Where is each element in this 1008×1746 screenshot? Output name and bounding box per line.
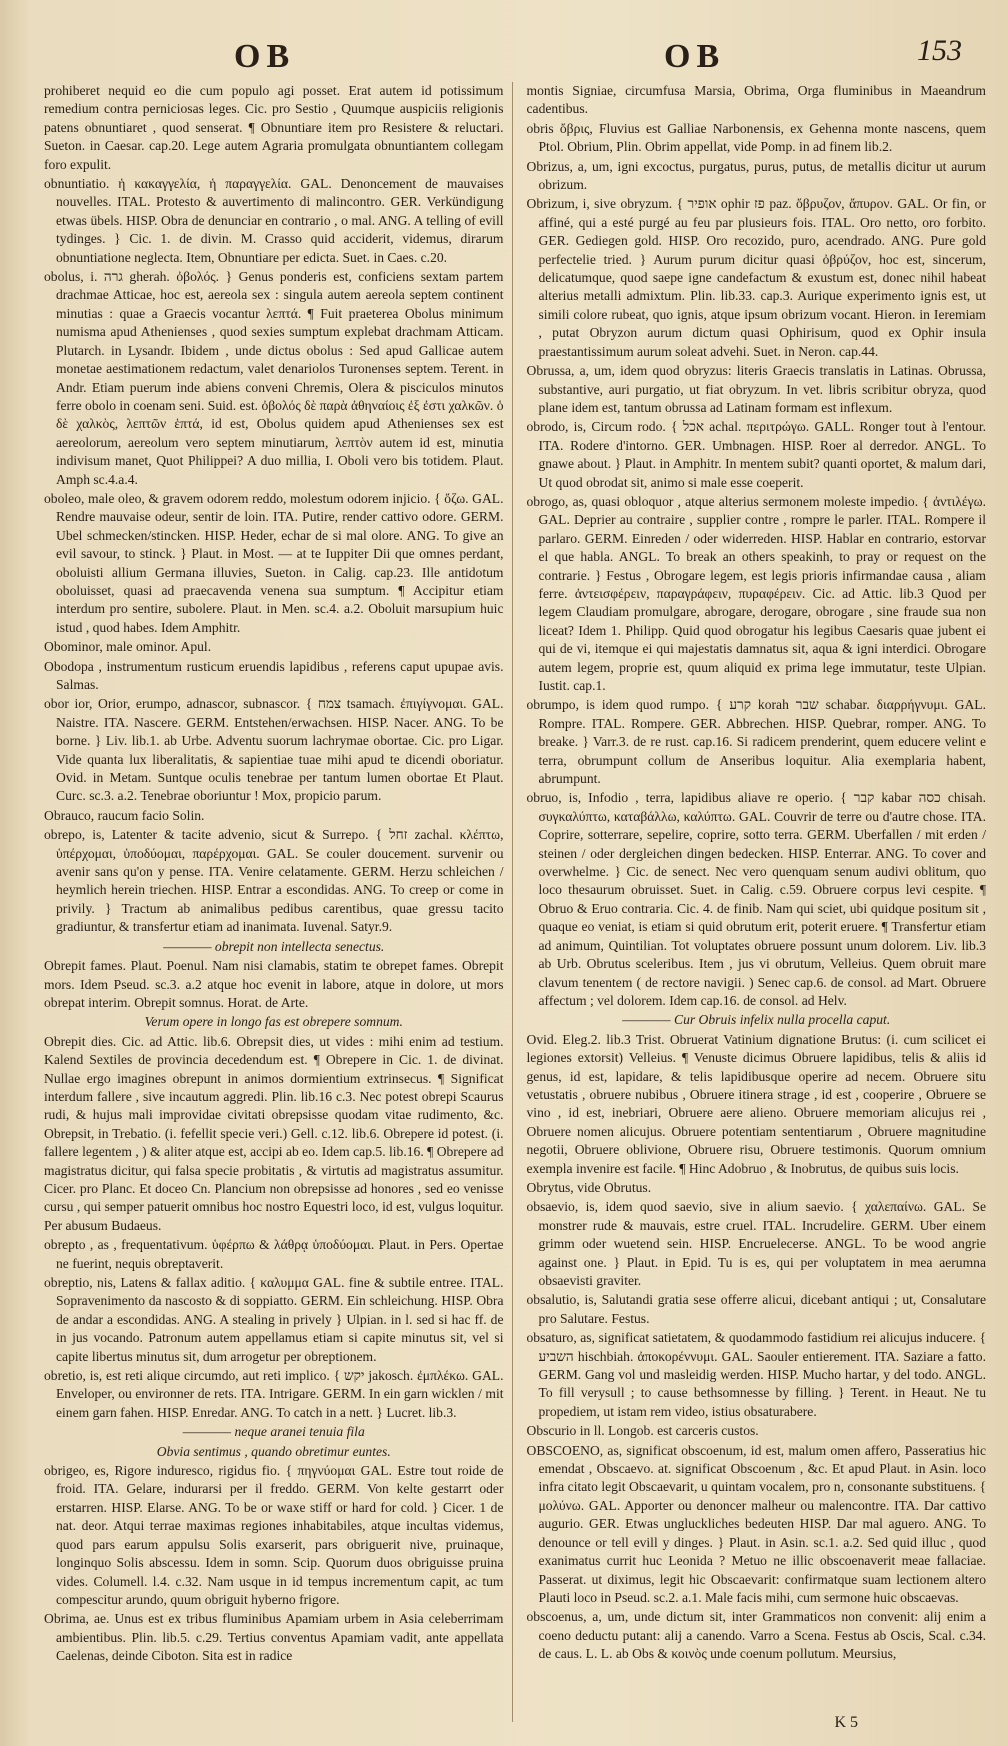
running-head-left: OB xyxy=(234,38,296,75)
dictionary-entry: obrodo, is, Circum rodo. { אכל achal. περιτρώγω. GALL. Ronger tout à l'entour. ITA. Rodere d'intorno. GER. Umbnagen. HISP. Roer al derredor. ANGL. To gnawe about. } Plaut. in Amphitr. In mentem subit? quanti oportet, & malum dari, Ut quod obrodat sit, animo si male esse coeperit. xyxy=(526,419,986,490)
dictionary-entry: oboleo, male oleo, & gravem odorem reddo, molestum odorem injicio. { ὄζω. GAL. Rendre mauvaise odeur, sentir de loin. ITA. Putire, render cattivo odore. GERM. Ubel schmecken/stincken. HISP. Heder, echar de si mal olore. ANG. To give an evil savour, to stinck. } Plaut. in Most. — at te Iuppiter Dii que omnes perdant, oboluisti allium Germana illuvies, Sueton. in Calig. cap.23. Ille antidotum oboluisset, quasi ad praecavenda venena sua sumptum. ¶ Accipitur etiam interdum pro sentire, subolere. Plaut. in Men. sc.4. a.2. Oboluit marsupium huic istud , quod habes. Idem Amphitr. xyxy=(44,490,504,635)
dictionary-entry: obris ὄβρις, Fluvius est Galliae Narbonensis, ex Gehenna monte nascens, quem Ptol. Obrium, Plin. Obrim appellat, vide Pomp. in ad finem lib.2. xyxy=(526,120,986,155)
dictionary-entry: obnuntiatio. ἡ κακαγγελία, ἡ παραγγελία. GAL. Denoncement de mauvaises nouvelles. ITAL. Protesto & auvertimento di malincontro. GER. Verkündigung etwas übels. HISP. Obra de denunciar en contrario , o mal. ANG. A telling of evill tydinges. } Cic. 1. de divin. M. Crasso quid acciderit, videmus, dirarum obnuntiatione neglecta. Item, Obnuntiare per edicta. Suet. in Caes. c.20. xyxy=(44,176,504,265)
verse-quote: ———— Cur Obruis infelix nulla procella caput. xyxy=(622,1012,891,1028)
dictionary-entry: Obrizus, a, um, igni excoctus, purgatus, purus, putus, de metallis dicitur ut aurum obrizum. xyxy=(526,158,986,193)
dictionary-entry: Ovid. Eleg.2. lib.3 Trist. Obruerat Vatinium dignatione Brutus: (i. cum scilicet ei legiones extorsit) Velleius. ¶ Venuste dicimus Obruere lapidibus, telis & aliis id genus, id est, lapidare, & telis lapidibusque operire ad necem. Obruere situ vetustatis , obruere nubibus , Obruere itinera strage , id est , cooperire , Obruere se vino , id est, inebriari, Obruere aere alieno. Obruere memoriam alicujus rei , Obruere nomen alicujus. Obruere potentiam sententiarum , Obruere magnitudine negotii, Obruere oblivione, Obruere risu, Obruere testimonis. Quorum omnium exempla invenire est facile. ¶ Hinc Adobruo , & Inobrutus, de quibus suis locis. xyxy=(526,1031,986,1176)
dictionary-entry: Obrima, ae. Unus est ex tribus fluminibus Apamiam urbem in Asia celeberrimam ambientibus. Plin. lib.5. c.29. Tertius conventus Apamiam vadit, ante appellata Caelenas, deinde Ciboton. Sita est in radice xyxy=(44,1611,504,1664)
dictionary-entry: OBSCOENO, as, significat obscoenum, id est, malum omen affero, Passeratius hic emendat , Obscaevo. at. significat Obscoenum , &c. Et apud Plaut. in Asin. loco infra citato legit Obscaevarit, u quintam vocalem, pro n, consonante substituens. { μολύνω. GAL. Apporter ou denoncer malheur ou malencontre. ITA. Dar cattivo augurio. GER. Etwas ungluckliches bedeuten HISP. Dar mal aguero. ANG. To denounce or tell evill y dinges. } Plaut. in Asin. sc.1. a.2. Sed quid illuc , quod exanimatus currit huc Leonida ? Metuo ne illic obscoenaverit meae fallaciae. Passerat. ut diximus, legit hic Obscaevarit: confirmatque suam lectionem altero Plauti loco in Pseud. sc.2. a.1. Male facis mihi, cum sermone huic obscaevas. xyxy=(526,1442,986,1605)
left-column xyxy=(44,82,513,1722)
dictionary-entry: Obscurio in ll. Longob. est carceris custos. xyxy=(526,1423,759,1439)
dictionary-entry: obrigeo, es, Rigore induresco, rigidus fio. { πηγνύομαι GAL. Estre tout roide de froid. ITA. Gelare, indurarsi per il freddo. GERM. Von kelte gestarrt oder erstarren. HISP. Elarse. ANG. To be or waxe stiff or hard for cold. } Cicer. 1 de nat. deor. Atqui terrae maximas regiones inhabitabiles, atque incultas videmus, quod pars earum appulsu Solis exarserit, pars obriguerit nive, pruinaque, longinquo Solis abscessu. Idem in somn. Scip. Quorum duos obriguisse pruina vides. Columell. l.4. c.32. Nam usque in id tempus incrementum capit, ac tum compescitur arundo, quum obriguit hyberno frigore. xyxy=(44,1463,504,1607)
dictionary-entry: prohiberet nequid eo die cum populo agi posset. Erat autem id potissimum remedium contra perniciosas leges. Cic. pro Sestio , Quumque auspiciis religionis patens obnuntiaret , quod senserat. ¶ Obnuntiare item pro Resistere & reluctari. Sueton. in Caesar. cap.20. Lege autem Agraria promulgata obnuntiantem collegam foro expulit. xyxy=(44,83,504,172)
dictionary-entry: Obrytus, vide Obrutus. xyxy=(526,1179,652,1195)
verse-quote: ———— obrepit non intellecta senectus. xyxy=(163,938,385,954)
page-number: 153 xyxy=(917,34,962,67)
dictionary-entry: obrumpo, is idem quod rumpo. { קרע korah שבר schabar. διαρρήγνυμι. GAL. Rompre. ITAL. Rompere. GER. Abbrechen. HISP. Quebrar, romper. ANG. To breake. } Varr.3. de re rust. cap.16. Si radicem prenderint, quem educere velint e terra, obrumpunt collum de Anseribus loquitur. Alia exemplaria habent, abrumpunt. xyxy=(526,697,986,787)
dictionary-entry: Obodopa , instrumentum rusticum eruendis lapidibus , referens caput upupae avis. Salmas. xyxy=(44,658,504,692)
verse-quote: Obvia sentimus , quando obretimur euntes. xyxy=(156,1443,391,1459)
dictionary-entry: obscoenus, a, um, unde dictum sit, inter Grammaticos non convenit: alij enim a coeno deductu putant: alij a canendo. Varro a Scena. Festus ab Oscis, Scal. c.34. de caus. L. L. ab Obs & κοινὸς unde coenum pollutum. Meursius, xyxy=(526,1609,986,1662)
right-column xyxy=(523,82,987,1722)
dictionary-entry: obrogo, as, quasi obloquor , atque alterius sermonem moleste impedio. { ἀντιλέγω. GAL. Deprier au contraire , supplier contre , rompre le parler. ITAL. Rompere il parlaro. GERM. Einreden / oder widerreden. HISP. Hablar en contrario, estorvar el que habla. ANGL. To break an others speakinh, to pray or request on the contrarie. } Festus , Obrogare legem, est legis prioris infirmandae causa , aliam ferre. ἀντεισφέρειν, παραγράφειν, πυραφέρειν. Cic. ad Attic. lib.3 Quod per legem Claudiam promulgare, abrogare, derogare, obrogare , sine fraude sua non liceat? Idem 1. Philipp. Quid quod obrogatur his legibus Caesaris quae jubent ei qui de vi, itemque ei qui majestatis damnatus sit, aqua & igni interdici. Obrogare autem legem, proprie est, quum aliquid ex prima lege immutatur, teste Ulpian. Iustit. cap.1. xyxy=(526,493,986,693)
dictionary-entry: obsalutio, is, Salutandi gratia sese offerre alicui, dicebant antiqui ; ut, Consalutare pro Salutare. Festus. xyxy=(526,1292,986,1326)
dictionary-entry: Obrepit fames. Plaut. Poenul. Nam nisi clamabis, statim te obrepet fames. Obrepit mors. Idem Pseud. sc.3. a.2 atque hoc evenit in labore, atque in dolore, ut mors obrepat interim. Obrepit somnus. Horat. de Arte. xyxy=(44,958,504,1010)
dictionary-entry: Obrizum, i, sive obryzum. { אופיר ophir פז paz. ὄβρυζον, ἄπυρον. GAL. Or fin, or affiné, qui a esté purgé au feu par plusieurs fois. ITAL. Oro netto, oro forbito. GER. Gediegen gold. HISP. Oro recozido, puro, acendrado. ANG. Pure gold perfectelie tried. } Aurum purum dicitur quasi ὀβρύζον, hoc est, sincerum, delicatumque, quod saepe igne candefactum & exustum est, donec nihil habeat alterius metalli admixtum. Plin. lib.33. cap.3. Aurique experimento ignis est, ut simili colore rubeat, quo ignis, atque ipsum obrizum vocant. Hieron. in Ieremiam , putat Obryzon aurum dictum quasi Ophirisum, quod ex Ophir insula praestantissimum aurum soleat advehi. Suet. in Neron. cap.44. xyxy=(526,196,986,359)
dictionary-entry: obreptio, nis, Latens & fallax aditio. { καλυμμα GAL. fine & subtile entree. ITAL. Sopravenimento da nascosto & di soppiatto. GERM. Ein schleichung. HISP. Obra de andar a escondidas. ANG. A stealing in prively } Ulpian. in l. sed si hac ff. de in jus vocando. Patronum autem appellamus etiam si capite minutus sit, vel si capite libertus minutus sit, dum arrogetur per obreptionem. xyxy=(44,1275,504,1364)
running-head-right: OB xyxy=(664,38,726,75)
dictionary-entry: Obrussa, a, um, idem quod obryzus: literis Graecis translatis in Latinas. Obrussa, substantive, auri purgatio, ut fiat obryzum. In vet. libris scribitur obryza, quod plane idem est, tantum obrussa ad Latinam formam est inflexum. xyxy=(526,363,986,415)
dictionary-entry: Obrepit dies. Cic. ad Attic. lib.6. Obrepsit dies, ut vides : mihi enim ad testium. Kalend Sextiles de provincia decedendum est. ¶ Obrepere in Cic. 1. de divinat. Nullae ergo imagines obrepunt in animos dormientium extrinsecus. ¶ Significat interdum fallere , sive incautum aggredi. Plin. lib.16 c.3. Nec potest obrepi Scaurus rudi, & hujus mali improvidae civitati obrepsisse quodam vitae rudimento, &c. Obrepsit, in Trebatio. (i. fefellit specie veri.) Gell. c.12. lib.6. Obrepere id potest. (i. fallere legentem , ) & aliter atque est, accipi ab eo. Idem cap.5. lib.16. ¶ Obrepere ad magistratus dicitur, qui falsa specie probitatis , & virtutis ad magistratus assumitur. Cicer. pro Planc. Et doceo Cn. Plancium non obrepsisse ad honores , sed eo venisse cursu , qui semper patuerit omnibus hoc nostro Equestri loco, id est, vulgus loquitur. Per abusum Budaeus. xyxy=(44,1033,504,1233)
verse-quote: Verum opere in longo fas est obrepere somnum. xyxy=(144,1014,403,1030)
dictionary-entry: obsaturo, as, significat satietatem, & quodammodo fastidium rei alicujus inducere. { השביע hischbiah. ἀποκορέννυμι. GAL. Saouler entierement. ITA. Saziare a fatto. GERM. Gang vol und masleidig werden. HISP. Mucho hartar, y del todo. ANGL. To fill verysull ; to cause bethsomnesse by filling. } Terent. in Heaut. Ne tu propediem, ut istam rem video, istius obsaturabere. xyxy=(526,1330,986,1419)
dictionary-entry: obruo, is, Infodio , terra, lapidibus aliave re operio. { קבר kabar כסה chisah. συγκαλύπτω, καταβάλλω, καλύπτω. GAL. Couvrir de terre ou d'autre chose. ITA. Coprire, sotterrare, sepelire, coprire, sotto terra. GERM. Uberfallen / mit erden / steinen / oder dergleichen dingen bedecken. HISP. Enterrar. ANG. To cover and overwhelme. } Cic. de senect. Nec vero quenquam senum audivi oblitum, quo loco thesaurum obruisset. Suet. in Calig. c.59. Obruere corpus levi cespite. ¶ Obruo & Eruo contraria. Cic. 4. de finib. Nam qui sciet, ubi quidque positum sit , quaque eo veniat, is etiam si quid obrutum erit, poterit eruere. ¶ Transfertur etiam ad animum, Quintilian. Tot voluptates obruere possunt unum dolorem. Liv. lib.3 ab Urb. Obrutus sceleribus. Item , jus vi obrutum, Velleius. Quem obruit mare clavum tenentem ( de rectore navigii. ) Senec cap.6. de consol. ad Mart. Obruere affectum ; vel dolorem. Idem cap.16. de consol. ad Helv. xyxy=(526,790,986,1008)
dictionary-entry: obretio, is, est reti alique circumdo, aut reti implico. { יקש jakosch. ἐμπλέκω. GAL. Enveloper, ou environner de rets. ITA. Intrigare. GERM. In ein garn wicklen / mit einem garn fahen. HISP. Enredar. ANG. To catch in a nett. } Lucret. lib.3. xyxy=(44,1368,504,1420)
dictionary-entry: obor ior, Orior, erumpo, adnascor, subnascor. { צמח tsamach. ἐπιγίγνομαι. GAL. Naistre. ITA. Nascere. GERM. Entstehen/erwachsen. HISP. Nacer. ANG. To be borne. } Liv. lib.1. ab Urbe. Adventu suorum lachrymae obortae. Cic. pro Ligar. Vide quanta lux liberalitatis, & sapientiae tuae mihi apud te dicendi oboriatur. Ovid. in Metam. Suntque oculis tenebrae per tantum lumen obortae Et Plaut. Curc. sc.3. a.2. Tenebrae oboriuntur ! Mox, propicio parum. xyxy=(44,696,504,804)
running-head xyxy=(44,30,986,74)
dictionary-entry: obrepo, is, Latenter & tacite advenio, sicut & Surrepo. { זחל zachal. κλέπτω, ὑπέρχομαι, ὑποδύομαι, παρέρχομαι. GAL. Se couler doucement. survenir ou avenir sans qu'on y pense. ITA. Venire celatamente. GERM. Herzu schleichen / heymlich herein triechen. HISP. Entrar a escondidas. ANG. To creep or come in privily. } Tractum ab animalibus pedibus carentibus, quae gressu tacito gradiuntur, & transfertur etiam ad inanimata. Iuvenal. Satyr.9. xyxy=(44,827,504,935)
verse-quote: ———— neque aranei tenuia fila xyxy=(182,1424,365,1440)
dictionary-entry: obolus, i. גרה gherah. ὀβολός. } Genus ponderis est, conficiens sextam partem drachmae Atticae, hoc est, aereola sex : singula autem aereola septem continent minutias : quae a Graecis vocantur λεπτά. ¶ Fuit praeterea Obolus minimum numisma apud Athenienses , quod sexies sumptum explebat drachmam Atticam. Plutarch. in Lysandr. Ibidem , unde dictus obolus : Sed apud Gallicae autem monetae aestimationem redactum, valet denariolos Turonenses septem. Terent. in Andr. Etiam puerum inde abiens conveni Chremis, Olera & pisciculos minutos ferre obolo in coenam seni. Suid. est. ὀβολός δὲ παρὰ ἀθηναίοις ἐξ ἐστι χαλκῶν. ὁ δὲ χαλκὸς, λεπτῶν ἑπτά, id est, Obolus quidem apud Athenienses sex est aereolorum, aereolum vero septem minutiarum, λεπτὸν autem id est, minutia indivisum manet, Quot Philippei? A duo millia, I. Oboli vero bis totidem. Plaut. Amph sc.4.a.4. xyxy=(44,269,504,487)
signature-mark: K 5 xyxy=(834,1714,858,1731)
dictionary-entry: Obominor, male ominor. Apul. xyxy=(44,639,212,655)
dictionary-entry: Obrauco, raucum facio Solin. xyxy=(44,807,205,823)
dictionary-entry: montis Signiae, circumfusa Marsia, Obrima, Orga fluminibus in Maeandrum cadentibus. xyxy=(526,83,986,117)
dictionary-entry: obrepto , as , frequentativum. ὑφέρπω & λάθρᾳ ὑποδύομαι. Plaut. in Pers. Opertae ne fuerint, nequis obreptaverit. xyxy=(44,1237,504,1271)
text-columns xyxy=(44,82,986,1722)
dictionary-entry: obsaevio, is, idem quod saevio, sive in alium saevio. { χαλεπαίνω. GAL. Se monstrer rude & mauvais, estre cruel. ITAL. Incrudelire. GERM. Uber einem grimm oder wuetend sein. HISP. Encruelecerse. ANGL. To be wood angrie against one. } Plaut. in Epid. Tu is es, qui per voluptatem in mea aerumna obsaevisti graviter. xyxy=(526,1199,986,1288)
